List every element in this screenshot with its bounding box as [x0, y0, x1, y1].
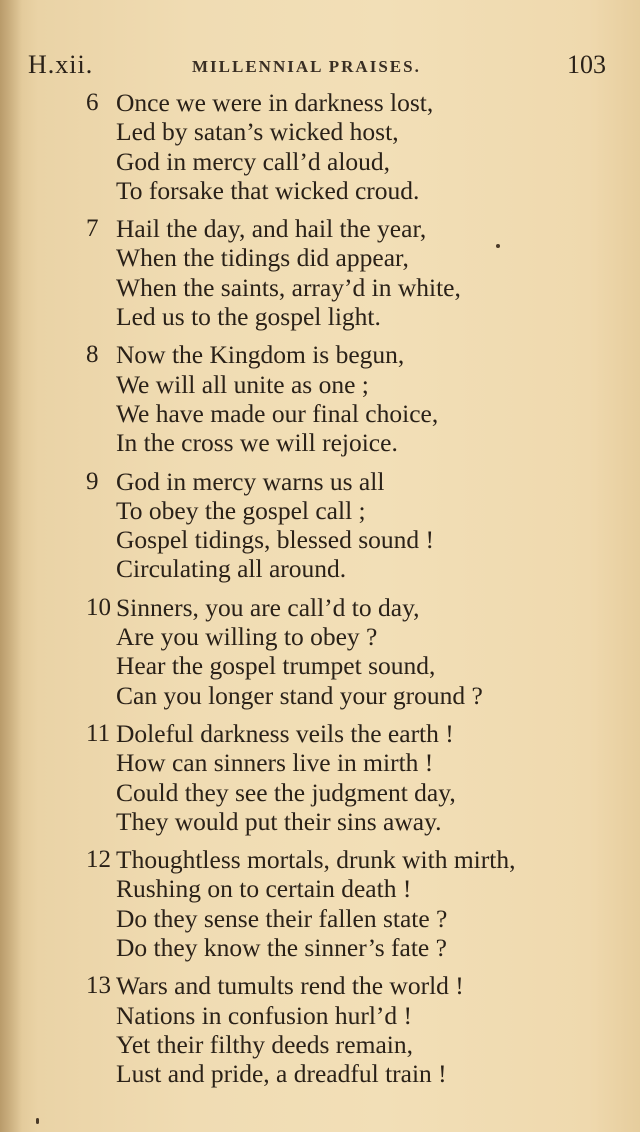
verse-line: Wars and tumults rend the world ! [116, 971, 464, 1001]
stanza [86, 214, 606, 331]
verse-line: God in mercy call’d aloud, [116, 146, 391, 176]
stanza-number: 10 [86, 593, 111, 621]
hymn-body [86, 88, 606, 1098]
verse-line: Could they see the judgment day, [116, 777, 456, 807]
verse-line: Yet their filthy deeds remain, [116, 1029, 413, 1059]
verse-line: Are you willing to obey ? [116, 622, 378, 652]
ink-speck [36, 1118, 39, 1124]
page-number: 103 [567, 50, 606, 79]
verse-line: Led by satan’s wicked host, [116, 117, 399, 147]
verse-line: Do they know the sinner’s fate ? [116, 933, 447, 963]
stanza [86, 845, 606, 962]
stanza-number: 8 [86, 341, 99, 369]
stanza [86, 971, 606, 1088]
verse-line: To forsake that wicked croud. [116, 175, 420, 205]
verse-line: Lust and pride, a dreadful train ! [116, 1059, 447, 1089]
stanza [86, 340, 606, 457]
verse-line: They would put their sins away. [116, 806, 442, 836]
verse-line: To obey the gospel call ; [116, 495, 366, 525]
page-gutter-shadow [0, 0, 22, 1132]
verse-line: Hail the day, and hail the year, [116, 214, 427, 244]
verse-line: We have made our final choice, [116, 398, 439, 428]
verse-line: When the saints, array’d in white, [116, 272, 461, 302]
verse-line: We will all unite as one ; [116, 369, 369, 399]
stanza-number: 12 [86, 846, 111, 874]
verse-line: Thoughtless mortals, drunk with mirth, [116, 845, 516, 875]
verse-line: Once we were in darkness lost, [116, 88, 434, 117]
verse-line: How can sinners live in mirth ! [116, 748, 434, 778]
verse-line: Do they sense their fallen state ? [116, 903, 448, 933]
verse-line: Led us to the gospel light. [116, 302, 381, 332]
verse-line: Nations in confusion hurl’d ! [116, 1000, 413, 1030]
verse-line: Doleful darkness veils the earth ! [116, 718, 454, 748]
stanza-number: 13 [86, 972, 111, 1000]
verse-line: God in mercy warns us all [116, 466, 385, 496]
verse-line: Rushing on to certain death ! [116, 874, 412, 904]
stanza [86, 467, 606, 584]
ink-speck [496, 244, 500, 248]
section-label: H.xii. [28, 50, 94, 79]
verse-line: Sinners, you are call’d to day, [116, 592, 420, 622]
running-title: MILLENNIAL PRAISES. [192, 57, 421, 76]
verse-line: Can you longer stand your ground ? [116, 680, 483, 710]
verse-line: When the tidings did appear, [116, 243, 409, 273]
verse-line: Circulating all around. [116, 554, 347, 584]
verse-line: Gospel tidings, blessed sound ! [116, 525, 435, 555]
verse-line: In the cross we will rejoice. [116, 428, 398, 458]
stanza [86, 719, 606, 836]
stanza-number: 9 [86, 467, 99, 495]
verse-line: Hear the gospel trumpet sound, [116, 651, 436, 681]
stanza-number: 7 [86, 215, 99, 243]
stanza-number: 6 [86, 89, 99, 116]
stanza [86, 88, 606, 205]
verse-line: Now the Kingdom is begun, [116, 340, 405, 370]
stanza [86, 593, 606, 710]
running-header [28, 50, 606, 90]
stanza-number: 11 [86, 719, 111, 747]
